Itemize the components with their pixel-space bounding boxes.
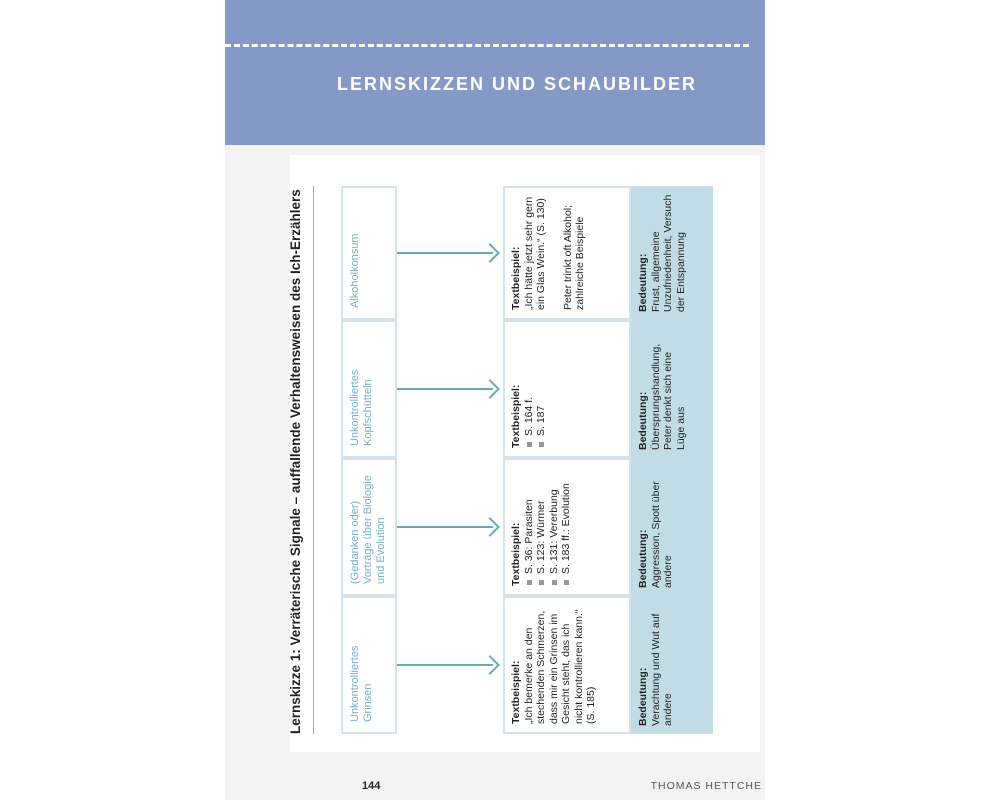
list-item: S. 123: Würmer — [535, 468, 548, 586]
example-list — [523, 468, 573, 586]
header-banner — [225, 0, 765, 145]
sketch-title: Lernskizze 1: Verräterische Signale – auffallende Verhaltensweisen des Ich-Erzählers — [285, 186, 314, 734]
signal-box: Alkoholkonsum — [341, 186, 397, 320]
signal-box: (Gedanken oder) Vorträge über Biologie und Evolution — [341, 458, 397, 596]
example-box — [503, 320, 631, 458]
learning-sketch — [285, 186, 713, 734]
list-item: S. 131: Vererbung — [548, 468, 561, 586]
example-box — [503, 186, 631, 320]
example-text: Peter trinkt oft Alkohol; zahlreiche Beispiele — [561, 204, 586, 310]
example-text: „Ich bemerke an den stechenden Schmerzen, dass mir ein Grinsen im Gesicht steht, das ich nicht kontrollieren kann.“ (S. 185) — [522, 609, 597, 724]
example-list — [523, 330, 548, 448]
example-label: Textbeispiel: — [510, 246, 522, 310]
meaning-label: Bedeutung: — [637, 253, 649, 312]
meaning-text: Frust, allgemeine Unzufriedenheit, Versuch der Entspannung — [649, 194, 687, 312]
list-item: S. 164 f. — [523, 330, 536, 448]
meaning-text: Verachtung und Wut auf andere — [649, 613, 674, 726]
example-label: Textbeispiel: — [510, 522, 522, 586]
meaning-text: Übersprungshandlung, Peter denkt sich eine Lüge aus — [649, 343, 687, 450]
author-name: THOMAS HETTCHE — [650, 780, 762, 792]
section-title: LERNSKIZZEN UND SCHAUBILDER — [337, 74, 697, 94]
example-text: „Ich hätte jetzt sehr gern ein Glas Wein.“ (S. 130) — [522, 196, 547, 310]
example-label: Textbeispiel: — [510, 384, 522, 448]
list-item: S. 183 ff.: Evolution — [560, 468, 573, 586]
signal-box: Unkontrolliertes Grinsen — [341, 596, 397, 734]
example-box — [503, 458, 631, 596]
meaning-text: Aggression, Spott über andere — [649, 481, 674, 588]
dashed-divider — [225, 44, 749, 47]
example-label: Textbeispiel: — [510, 660, 522, 724]
meaning-label: Bedeutung: — [637, 667, 649, 726]
meaning-box — [631, 458, 713, 596]
meaning-label: Bedeutung: — [637, 391, 649, 450]
example-box — [503, 596, 631, 734]
list-item: S. 36: Parasiten — [523, 468, 536, 586]
meaning-box — [631, 320, 713, 458]
signal-box: Unkontrolliertes Kopfschütteln — [341, 320, 397, 458]
meaning-label: Bedeutung: — [637, 529, 649, 588]
list-item: S. 187 — [535, 330, 548, 448]
page-number: 144 — [362, 780, 381, 792]
meaning-box — [631, 186, 713, 320]
meaning-box — [631, 596, 713, 734]
